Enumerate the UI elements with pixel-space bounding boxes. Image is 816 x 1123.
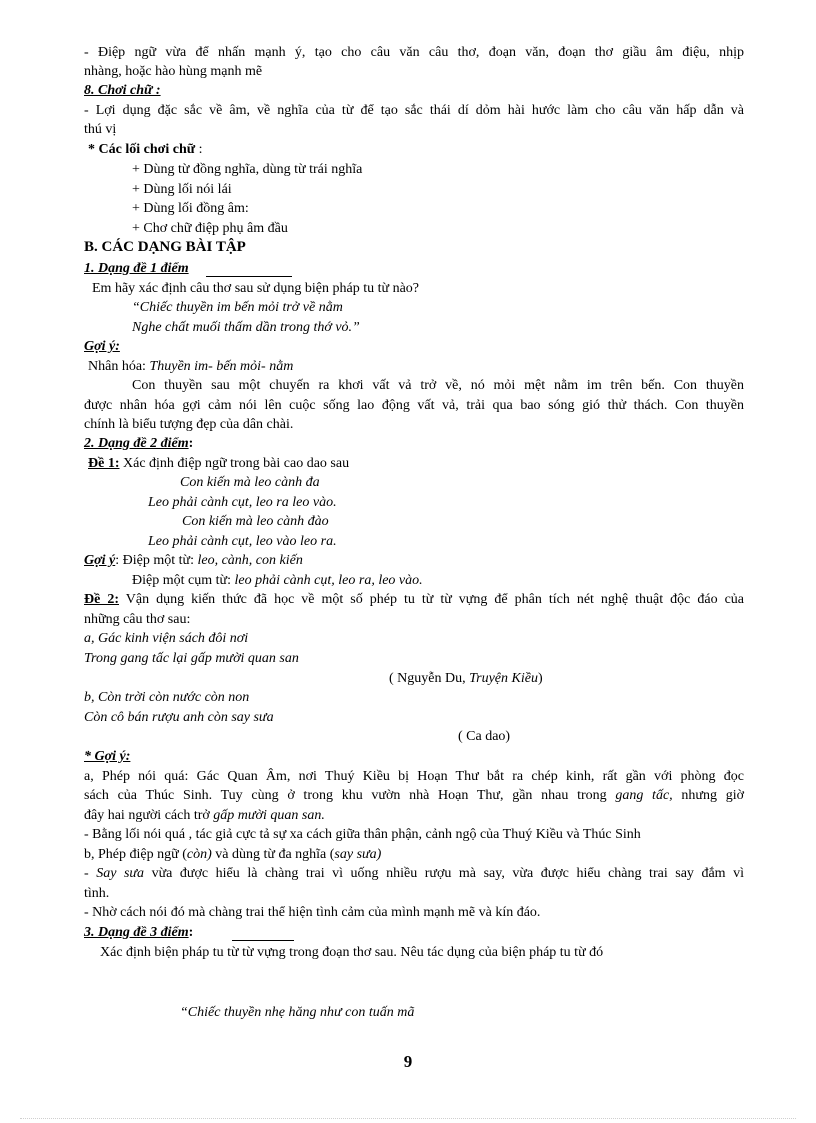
heading-colon: : (188, 925, 194, 940)
section-heading (84, 434, 193, 453)
source-citation: ( Ca dao) (458, 729, 511, 744)
text-line: Xác định biện pháp tu từ từ vựng trong đoạn thơ sau. Nêu tác dụng của biện pháp tu từ đó (100, 945, 604, 960)
text-line: Con thuyền sau một chuyến ra khơi vất vả trở về, nó mỏi mệt nằm im trên bến. Con thuyền (132, 378, 744, 393)
text-line (84, 551, 303, 570)
text-line (84, 864, 744, 883)
poem-line: b, Còn trời còn nước còn non (84, 690, 250, 705)
poem-line: Nghe chất muối thấm dần trong thớ vỏ.” (132, 320, 360, 335)
exercise-label: Đề 2: (84, 592, 119, 607)
subheading-colon: : (195, 142, 203, 157)
text-part: b, Phép điệp ngữ ( (84, 847, 187, 862)
page-number: 9 (403, 1052, 413, 1071)
text-part: nhưng giờ (672, 788, 744, 803)
italic-text: Thuyền im- bến mỏi- nằm (149, 359, 294, 374)
poem-line: Con kiến mà leo cành đa (180, 475, 320, 490)
heading-text: 3. Dạng đề 3 điểm (84, 925, 189, 940)
italic-text: gấp mười quan san. (213, 808, 325, 823)
subheading (88, 140, 203, 159)
text-line: - Bằng lối nói quá , tác giả cực tả sự xa cách giữa thân phận, cảnh ngộ của Thuý Kiều và Thúc Sinh (84, 827, 641, 842)
section-heading (84, 923, 193, 942)
page-boundary (20, 1118, 796, 1119)
list-item: + Chơ chữ điệp phụ âm đầu (132, 221, 288, 236)
hint-text: Điệp một cụm từ: (132, 573, 235, 588)
text-line (84, 786, 744, 805)
section-heading-b: B. CÁC DẠNG BÀI TẬP (84, 239, 246, 255)
text-line: Em hãy xác định câu thơ sau sử dụng biện pháp tu từ nào? (92, 281, 420, 296)
text-line: - Lợi dụng đặc sắc về âm, về nghĩa của từ để tạo sắc thái dí dỏm hài hước làm cho câu văn hấp dẫn và (84, 103, 744, 118)
italic-text: gang tấc, (615, 788, 673, 803)
text-line: chính là biểu tượng đẹp của dân chài. (84, 417, 294, 432)
heading-underline (206, 276, 292, 277)
text-line (84, 806, 325, 825)
italic-text: leo, cành, con kiến (197, 553, 303, 568)
text-part: - (84, 866, 97, 881)
hint-label: Gợi ý (84, 553, 116, 568)
poem-line: “Chiếc thuyền nhẹ hăng như con tuấn mã (180, 1005, 415, 1020)
citation-text: ( Nguyễn Du, (389, 671, 470, 686)
source-citation (389, 669, 543, 688)
citation-title: Truyện Kiều (469, 671, 538, 686)
exercise-text: Vận dụng kiến thức đã học về một số phép tu từ từ vựng để phân tích nét nghệ thuật độc đáo của (119, 592, 744, 607)
hint-heading: Gợi ý: (84, 339, 120, 354)
text-line (88, 454, 349, 473)
subheading-label: * Các lối chơi chữ (88, 142, 196, 157)
text-line: - Nhờ cách nói đó mà chàng trai thể hiện tình cảm của mình mạnh mẽ và kín đáo. (84, 905, 541, 920)
poem-line: Leo phải cành cụt, leo vào leo ra. (148, 534, 337, 549)
text-part: và dùng từ đa nghĩa ( (211, 847, 335, 862)
heading-colon: : (188, 436, 194, 451)
text-line (84, 845, 381, 864)
poem-line: Leo phải cành cụt, leo ra leo vào. (148, 495, 337, 510)
label: Nhân hóa: (88, 359, 150, 374)
text-line (84, 590, 744, 609)
hint-text: : Điệp một từ: (115, 553, 198, 568)
citation-close: ) (537, 671, 543, 686)
heading-underline (232, 940, 294, 941)
list-item: + Dùng lối nói lái (132, 182, 232, 197)
italic-text: leo phải cành cụt, leo ra, leo vào. (234, 573, 423, 588)
list-item: + Dùng lối đồng âm: (132, 201, 249, 216)
italic-text: còn) (186, 847, 212, 862)
text-line: được nhân hóa gợi cảm nói lên cuộc sống lao động vất vả, trải qua bao sóng gió thử thách. Con thuyền (84, 398, 744, 413)
section-heading: 8. Chơi chữ : (84, 83, 161, 98)
poem-line: “Chiếc thuyền im bến mỏi trở về nằm (132, 300, 343, 315)
text-line: a, Phép nói quá: Gác Quan Âm, nơi Thuý Kiều bị Hoạn Thư bắt ra chép kinh, rất gần với phòng đọc (84, 769, 744, 784)
exercise-label: Đề 1: (88, 456, 120, 471)
text-line: - Điệp ngữ vừa để nhấn mạnh ý, tạo cho câu văn câu thơ, đoạn văn, đoạn thơ giầu âm điệu, nhịp (84, 45, 744, 60)
text-line: tình. (84, 886, 110, 901)
list-item: + Dùng từ đồng nghĩa, dùng từ trái nghĩa (132, 162, 363, 177)
text-line: nhàng, hoặc hào hùng mạnh mẽ (84, 64, 263, 79)
heading-text: 2. Dạng đề 2 điểm (84, 436, 189, 451)
hint-heading: * Gợi ý: (84, 749, 131, 764)
text-line (132, 571, 423, 590)
poem-line: a, Gác kinh viện sách đôi nơi (84, 631, 249, 646)
text-line: những câu thơ sau: (84, 612, 191, 627)
poem-line: Trong gang tấc lại gấp mười quan san (84, 651, 299, 666)
exercise-text: Xác định điệp ngữ trong bài cao dao sau (119, 456, 350, 471)
text-line (88, 357, 293, 376)
poem-line: Còn cô bán rượu anh còn say sưa (84, 710, 274, 725)
text-part: sách của Thúc Sinh. Tuy cùng ở trong khu vườn nhà Hoạn Thư, gần nhau trong (84, 788, 616, 803)
italic-text: Say sưa (96, 866, 145, 881)
text-part: đây hai người cách trở (84, 808, 214, 823)
poem-line: Con kiến mà leo cành đào (182, 514, 329, 529)
italic-text: say sưa) (334, 847, 382, 862)
text-line: thú vị (84, 122, 117, 137)
section-heading: 1. Dạng đề 1 điểm (84, 261, 189, 276)
text-part: vừa được hiểu là chàng trai vì uống nhiều rượu mà say, vừa được hiểu chàng trai say đắm vì (144, 866, 744, 881)
